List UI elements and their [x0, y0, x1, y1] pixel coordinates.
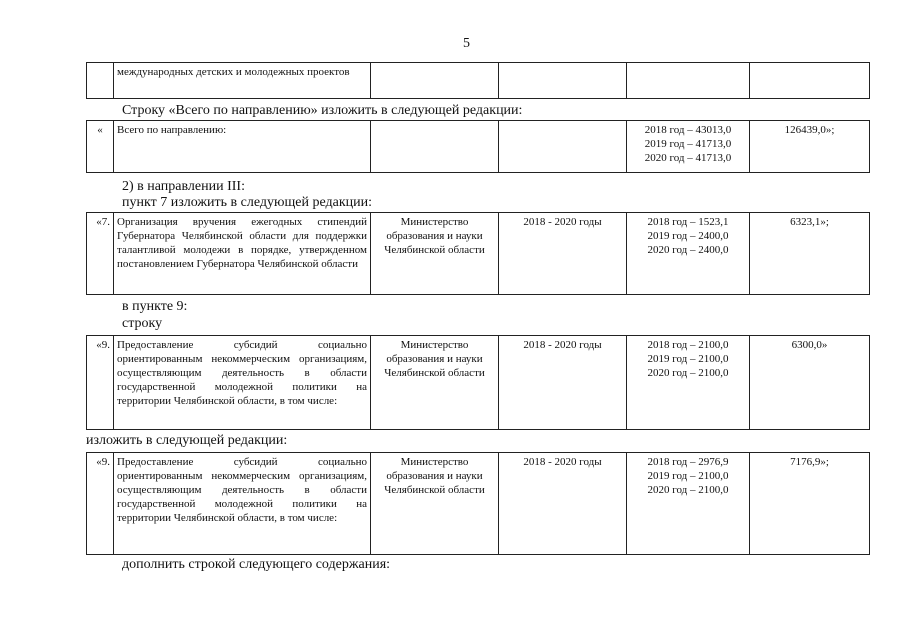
cell-amounts: 2018 год – 43013,0 2019 год – 41713,0 2020 год – 41713,0 [627, 121, 750, 173]
page-number: 5 [463, 36, 470, 51]
instruction-item-7: пункт 7 изложить в следующей редакции: [122, 195, 372, 210]
cell-period [499, 121, 627, 173]
cell-total: 6323,1»; [750, 213, 870, 295]
cell-period: 2018 - 2020 годы [499, 336, 627, 430]
cell-executor [371, 63, 499, 99]
cell-num: «9. [87, 336, 114, 430]
cell-amounts [627, 63, 750, 99]
cell-num: «7. [87, 213, 114, 295]
cell-total: 7176,9»; [750, 453, 870, 555]
cell-name: Организация вручения ежегодных стипендий Губернатора Челябинской области для поддержки талантливой молодежи в порядке, утвержденном постановлением Губернатора Челябинской области [114, 213, 371, 295]
cell-executor: Министерство образования и науки Челябинской области [371, 453, 499, 555]
table-row [87, 213, 870, 295]
cell-amounts: 2018 год – 1523,1 2019 год – 2400,0 2020 год – 2400,0 [627, 213, 750, 295]
cell-name: международных детских и молодежных проектов [114, 63, 371, 99]
cell-period: 2018 - 2020 годы [499, 213, 627, 295]
instruction-item-9: в пункте 9: [122, 299, 188, 314]
cell-num: « [87, 121, 114, 173]
cell-total [750, 63, 870, 99]
table-row [87, 121, 870, 173]
cell-executor [371, 121, 499, 173]
instruction-row: строку [122, 316, 163, 331]
table-total [86, 120, 870, 173]
cell-amounts: 2018 год – 2976,9 2019 год – 2100,0 2020 год – 2100,0 [627, 453, 750, 555]
table-item-9-old [86, 335, 870, 430]
cell-executor: Министерство образования и науки Челябинской области [371, 336, 499, 430]
table-item-7 [86, 212, 870, 295]
instruction-direction-3: 2) в направлении III: [122, 179, 245, 194]
cell-num: «9. [87, 453, 114, 555]
instruction-total-row: Строку «Всего по направлению» изложить в следующей редакции: [122, 103, 523, 118]
cell-period [499, 63, 627, 99]
table-row [87, 63, 870, 99]
cell-period: 2018 - 2020 годы [499, 453, 627, 555]
cell-total: 126439,0»; [750, 121, 870, 173]
cell-amounts: 2018 год – 2100,0 2019 год – 2100,0 2020 год – 2100,0 [627, 336, 750, 430]
cell-name: Предоставление субсидий социально ориентированным некоммерческим организациям, осуществляющим деятельность в области государственной молодежной политики на территории Челябинской области, в том числе: [114, 336, 371, 430]
instruction-new-edition: изложить в следующей редакции: [86, 433, 288, 448]
instruction-add-row: дополнить строкой следующего содержания: [122, 557, 391, 572]
table-row [87, 336, 870, 430]
table-item-9-new [86, 452, 870, 555]
table-continuation [86, 62, 870, 99]
cell-executor: Министерство образования и науки Челябинской области [371, 213, 499, 295]
cell-total: 6300,0» [750, 336, 870, 430]
table-row [87, 453, 870, 555]
cell-num [87, 63, 114, 99]
cell-name: Предоставление субсидий социально ориентированным некоммерческим организациям, осуществляющим деятельность в области государственной молодежной политики на территории Челябинской области, в том числе: [114, 453, 371, 555]
cell-name: Всего по направлению: [114, 121, 371, 173]
